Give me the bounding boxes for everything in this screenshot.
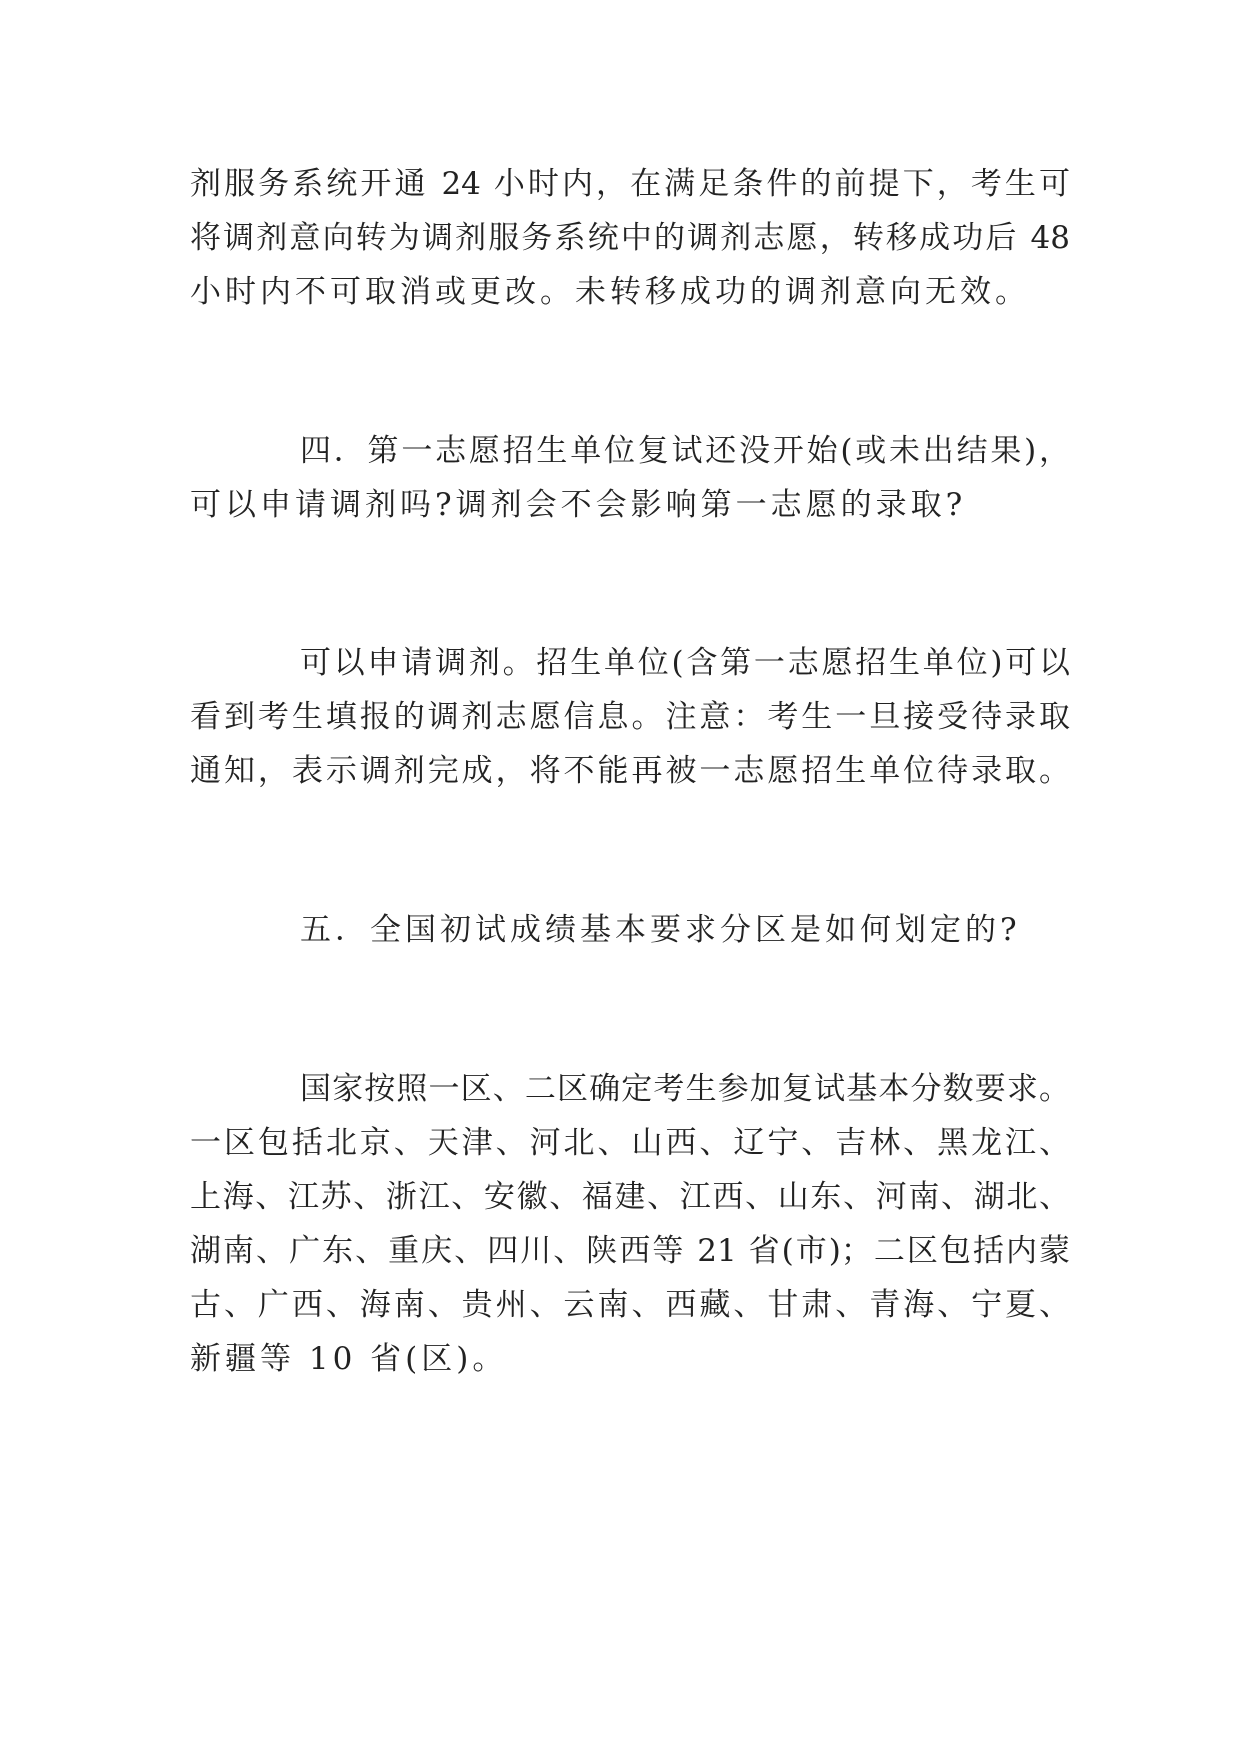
text-line: 将调剂意向转为调剂服务系统中的调剂志愿，转移成功后 48 [190,220,1070,256]
text-line: 一区包括北京、天津、河北、山西、辽宁、吉林、黑龙江、 [190,1125,1070,1161]
text-line: 新疆等 10 省(区)。 [190,1341,508,1377]
text-line: 可以申请调剂吗?调剂会不会影响第一志愿的录取? [190,487,967,523]
text-line: 上海、江苏、浙江、安徽、福建、江西、山东、河南、湖北、 [190,1179,1070,1215]
text-line: 国家按照一区、二区确定考生参加复试基本分数要求。 [300,1071,1070,1107]
text-line: 通知，表示调剂完成，将不能再被一志愿招生单位待录取。 [190,753,1070,789]
text-line: 五．全国初试成绩基本要求分区是如何划定的? [300,912,1021,948]
text-line: 小时内不可取消或更改。未转移成功的调剂意向无效。 [190,274,1030,310]
text-line: 看到考生填报的调剂志愿信息。注意：考生一旦接受待录取 [190,699,1070,735]
text-line: 剂服务系统开通 24 小时内，在满足条件的前提下，考生可 [190,166,1070,202]
text-line: 四．第一志愿招生单位复试还没开始(或未出结果)， [300,433,1070,469]
text-line: 湖南、广东、重庆、四川、陕西等 21 省(市)；二区包括内蒙 [190,1233,1070,1269]
text-line: 古、广西、海南、贵州、云南、西藏、甘肃、青海、宁夏、 [190,1287,1070,1323]
text-line: 可以申请调剂。招生单位(含第一志愿招生单位)可以 [300,645,1070,681]
